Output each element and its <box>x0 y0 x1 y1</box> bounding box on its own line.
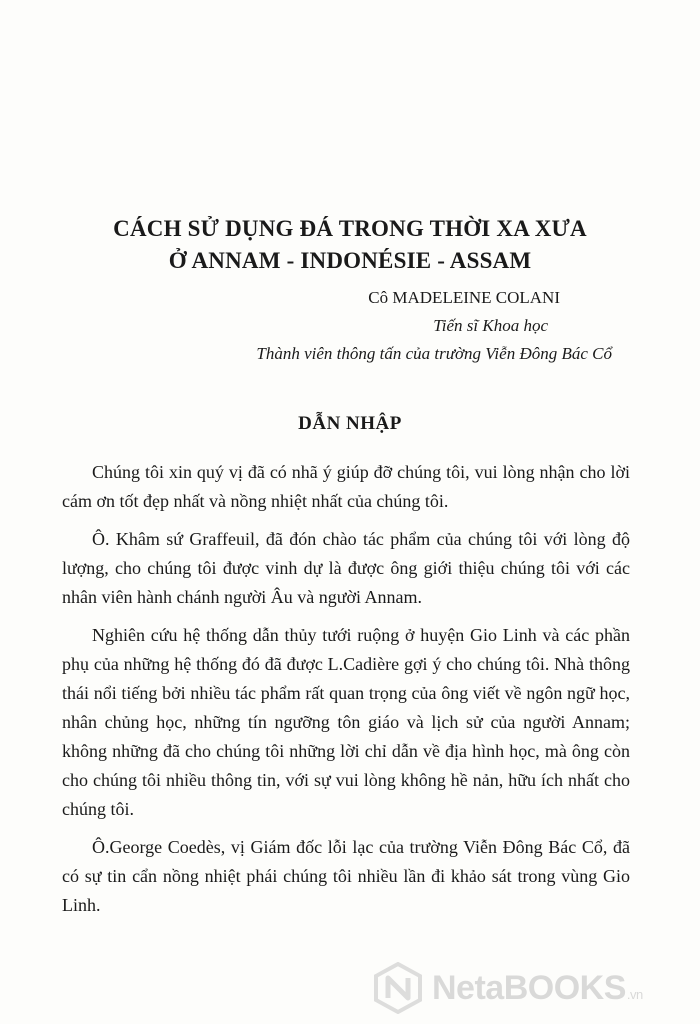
watermark-brand: NetaBOOKS <box>432 968 626 1007</box>
author-degree: Tiến sĩ Khoa học <box>433 316 548 335</box>
paragraph: Ô. Khâm sứ Graffeuil, đã đón chào tác phẩm của chúng tôi với lòng độ lượng, cho chúng tôi được vinh dự là được ông giới thiệu chúng tôi với các nhân viên hành chánh người Âu và người Annam. <box>62 529 630 607</box>
paragraph: Chúng tôi xin quý vị đã có nhã ý giúp đỡ chúng tôi, vui lòng nhận cho lời cám ơn tốt đẹp nhất và nồng nhiệt nhất của chúng tôi. <box>62 462 630 511</box>
section-heading: DẪN NHẬP <box>298 413 402 434</box>
chapter-title-line-2: Ở ANNAM - INDONÉSIE - ASSAM <box>168 248 532 273</box>
watermark <box>372 960 692 1016</box>
author-membership: Thành viên thông tấn của trường Viễn Đông Bác Cổ <box>256 344 612 363</box>
chapter-title-line-1: CÁCH SỬ DỤNG ĐÁ TRONG THỜI XA XƯA <box>113 216 587 241</box>
paragraph: Nghiên cứu hệ thống dẫn thủy tưới ruộng ở huyện Gio Linh và các phần phụ của những hệ thống đó đã được L.Cadière gợi ý cho chúng tôi. Nhà thông thái nổi tiếng bởi nhiều tác phẩm rất quan trọng của ông viết về ngôn ngữ học, nhân chủng học, những tín ngưỡng tôn giáo và lịch sử của người Annam; không những đã cho chúng tôi những lời chỉ dẫn về địa hình học, mà ông còn cho chúng tôi nhiều thông tin, với sự vui lòng không hề nản, hữu ích nhất cho chúng tôi. <box>62 625 630 819</box>
netabooks-logo-icon <box>372 962 424 1014</box>
paragraph: Ô.George Coedès, vị Giám đốc lỗi lạc của trường Viễn Đông Bác Cổ, đã có sự tin cẩn nồng nhiệt phái chúng tôi nhiều lần đi khảo sát trong vùng Gio Linh. <box>62 837 630 915</box>
watermark-text <box>432 969 643 1008</box>
author-name: Cô MADELEINE COLANI <box>368 288 560 307</box>
body-text <box>62 458 630 929</box>
watermark-suffix: .vn <box>626 986 643 1002</box>
